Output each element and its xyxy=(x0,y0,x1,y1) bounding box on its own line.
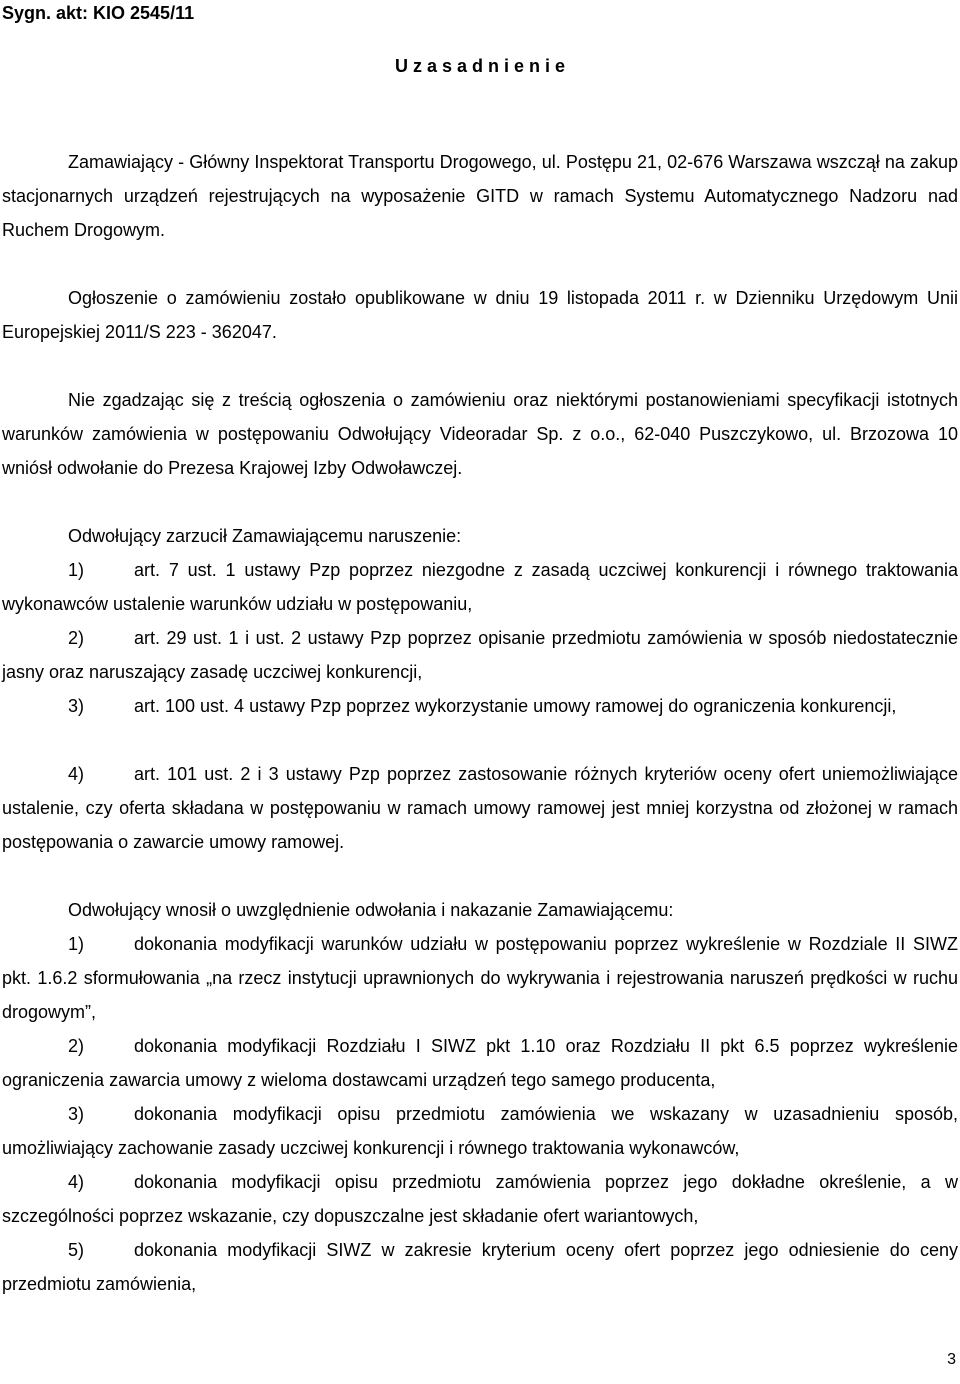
request-item-text: dokonania modyfikacji SIWZ w zakresie kryterium oceny ofert poprzez jego odniesienie do ceny przedmiotu zamówienia, xyxy=(2,1240,958,1294)
request-item-number: 2) xyxy=(68,1036,85,1056)
page-number: 3 xyxy=(947,1351,956,1368)
paragraph-notice xyxy=(2,281,958,349)
paragraph-appeal xyxy=(2,383,958,485)
violation-item-number: 2) xyxy=(68,628,85,648)
violation-item-number: 3) xyxy=(68,696,85,716)
document-title: U z a s a d n i e n i e xyxy=(394,56,566,76)
violation-item xyxy=(2,621,958,689)
request-item-number: 5) xyxy=(68,1240,85,1260)
paragraph-requests-intro xyxy=(2,893,958,927)
request-item-number: 1) xyxy=(68,934,85,954)
request-item-text: dokonania modyfikacji warunków udziału w postępowaniu poprzez wykreślenie w Rozdziale II SIWZ pkt. 1.6.2 sformułowania „na rzecz instytucji uprawnionych do wykrywania i rejestrowania naruszeń prędkości w ruchu drogowym”, xyxy=(2,934,958,1022)
violation-item-text: art. 100 ust. 4 ustawy Pzp poprzez wykorzystanie umowy ramowej do ograniczenia konkurencji, xyxy=(134,696,897,716)
paragraph-requests-intro-text: Odwołujący wnosił o uwzględnienie odwołania i nakazanie Zamawiającemu: xyxy=(68,900,674,920)
request-item xyxy=(2,1097,958,1165)
request-item-text: dokonania modyfikacji opisu przedmiotu zamówienia we wskazany w uzasadnieniu sposób, umożliwiający zachowanie zasady uczciwej konkurencji i równego traktowania wykonawców, xyxy=(2,1104,958,1158)
violation-item xyxy=(2,689,958,723)
request-item-text: dokonania modyfikacji Rozdziału I SIWZ pkt 1.10 oraz Rozdziału II pkt 6.5 poprzez wykreślenie ograniczenia zawarcia umowy z wieloma dostawcami urządzeń tego samego producenta, xyxy=(2,1036,958,1090)
violation-item xyxy=(2,553,958,621)
request-item xyxy=(2,927,958,1029)
violation-item-text: art. 29 ust. 1 i ust. 2 ustawy Pzp poprzez opisanie przedmiotu zamówienia w sposób niedostatecznie jasny oraz naruszający zasadę uczciwej konkurencji, xyxy=(2,628,958,682)
request-item xyxy=(2,1233,958,1301)
violation-item-text: art. 101 ust. 2 i 3 ustawy Pzp poprzez zastosowanie różnych kryteriów oceny ofert uniemożliwiające ustalenie, czy oferta składana w postępowaniu w ramach umowy ramowej jest mniej korzystna od złożonej w ramach postępowania o zawarcie umowy ramowej. xyxy=(2,764,958,852)
violation-item-number: 4) xyxy=(68,764,85,784)
request-item xyxy=(2,1165,958,1233)
request-item-text: dokonania modyfikacji opisu przedmiotu zamówienia poprzez jego dokładne określenie, a w szczególności poprzez wskazanie, czy dopuszczalne jest składanie ofert wariantowych, xyxy=(2,1172,958,1226)
paragraph-violations-intro-text: Odwołujący zarzucił Zamawiającemu naruszenie: xyxy=(68,526,462,546)
paragraph-intro xyxy=(2,145,958,247)
paragraph-violations-intro xyxy=(2,519,958,553)
paragraph-notice-text: Ogłoszenie o zamówieniu zostało opublikowane w dniu 19 listopada 2011 r. w Dzienniku Urzędowym Unii Europejskiej 2011/S 223 - 362047. xyxy=(2,288,958,342)
violation-item-text: art. 7 ust. 1 ustawy Pzp poprzez niezgodne z zasadą uczciwej konkurencji i równego traktowania wykonawców ustalenie warunków udziału w postępowaniu, xyxy=(2,560,958,614)
case-signature: Sygn. akt: KIO 2545/11 xyxy=(2,3,195,23)
request-item xyxy=(2,1029,958,1097)
request-item-number: 4) xyxy=(68,1172,85,1192)
paragraph-appeal-text: Nie zgadzając się z treścią ogłoszenia o zamówieniu oraz niektórymi postanowieniami specyfikacji istotnych warunków zamówienia w postępowaniu Odwołujący Videoradar Sp. z o.o., 62-040 Puszczykowo, ul. Brzozowa 10 wniósł odwołanie do Prezesa Krajowej Izby Odwoławczej. xyxy=(2,390,958,478)
request-item-number: 3) xyxy=(68,1104,85,1124)
violation-item-number: 1) xyxy=(68,560,85,580)
paragraph-intro-text: Zamawiający - Główny Inspektorat Transportu Drogowego, ul. Postępu 21, 02-676 Warszawa wszczął na zakup stacjonarnych urządzeń rejestrujących na wyposażenie GITD w ramach Systemu Automatycznego Nadzoru nad Ruchem Drogowym. xyxy=(2,152,958,240)
violation-item xyxy=(2,757,958,859)
